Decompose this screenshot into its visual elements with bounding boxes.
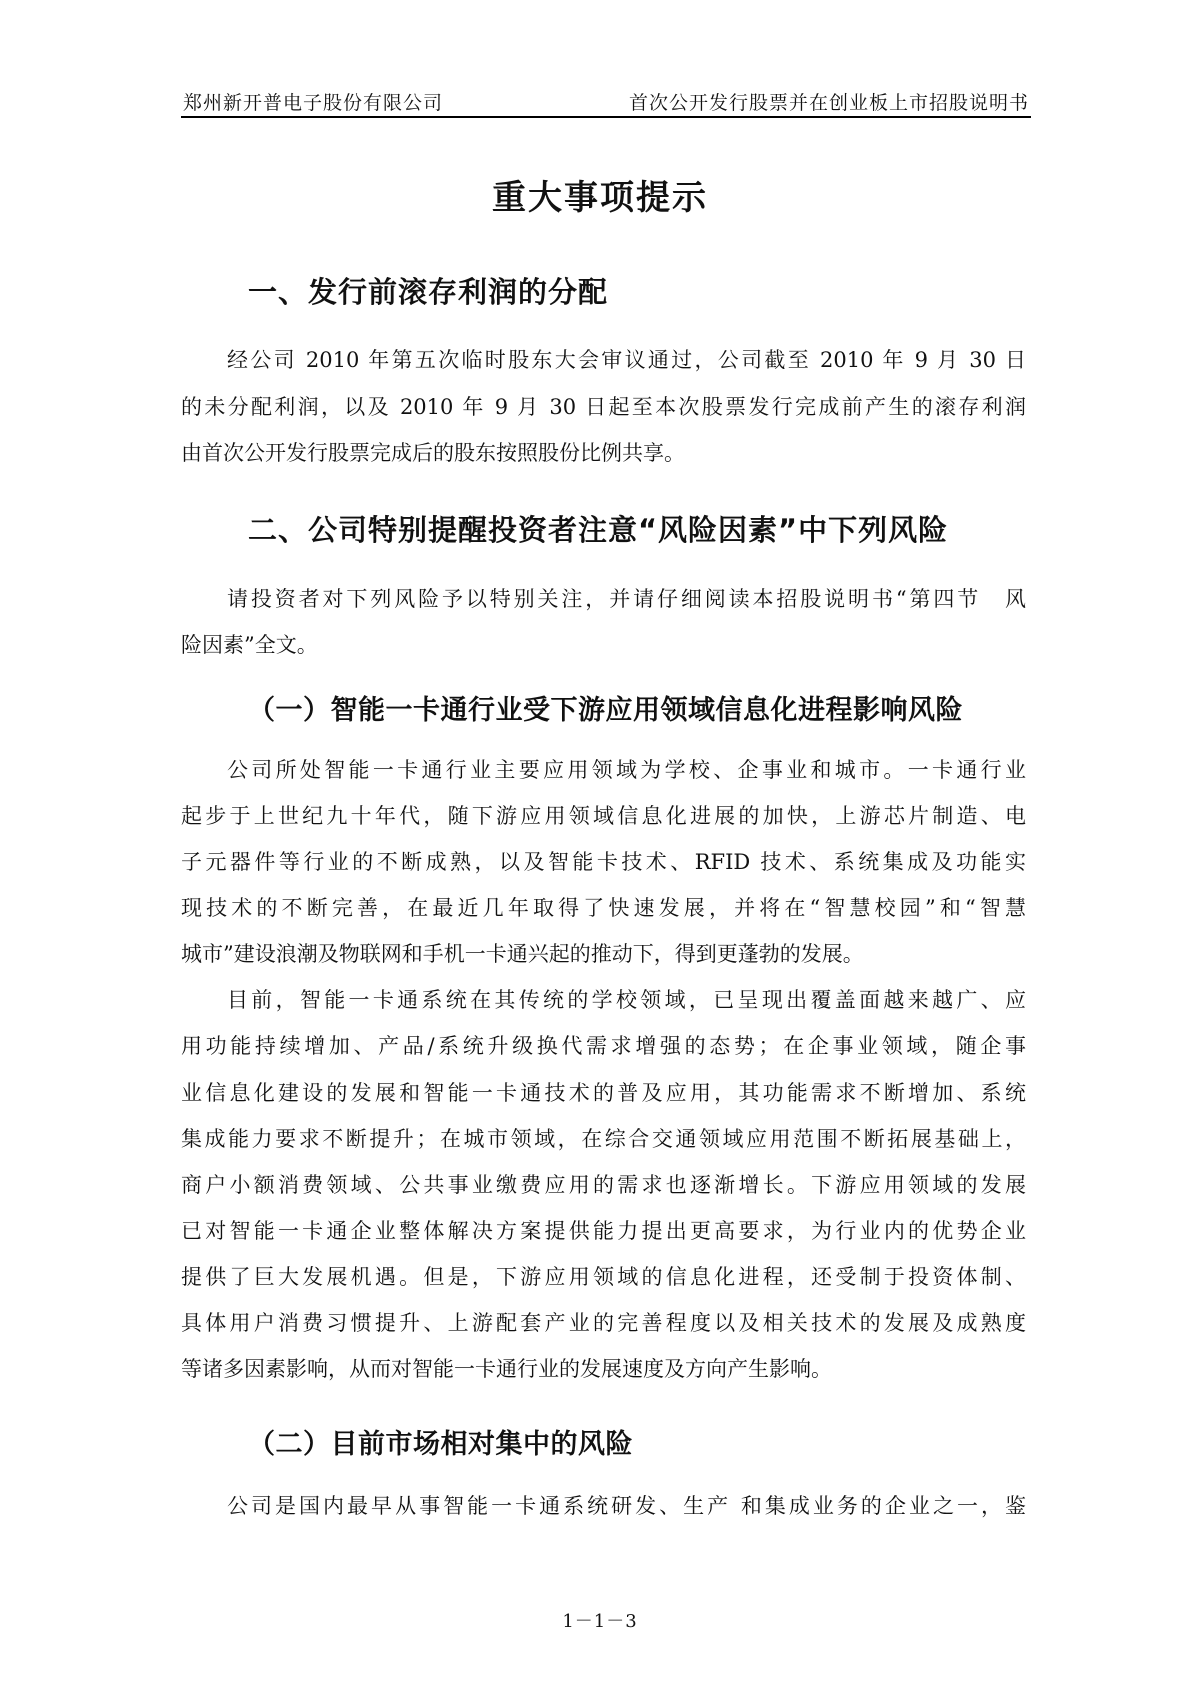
subsection-1-para-1-line-5: 城市”建设浪潮及物联网和手机一卡通兴起的推动下，得到更蓬勃的发展。	[181, 942, 864, 966]
page-number: 1－1－3	[562, 1611, 638, 1632]
subsection-1-para-2-line-4: 集成能力要求不断提升；在城市领域，在综合交通领域应用范围不断拓展基础上，	[181, 1127, 1026, 1151]
section-1-heading: 一、发行前滚存利润的分配	[248, 275, 609, 309]
subsection-2-line-1: 公司是国内最早从事智能一卡通系统研发、生产 和集成业务的企业之一，鉴	[227, 1494, 1026, 1518]
subsection-1-para-1-line-2: 起步于上世纪九十年代，随下游应用领域信息化进展的加快，上游芯片制造、电	[181, 804, 1026, 828]
subsection-1-para-2-line-3: 业信息化建设的发展和智能一卡通技术的普及应用，其功能需求不断增加、系统	[181, 1081, 1026, 1105]
subsection-1-para-2-line-2: 用功能持续增加、产品/系统升级换代需求增强的态势；在企事业领域，随企事	[181, 1034, 1026, 1058]
header-document-title: 首次公开发行股票并在创业板上市招股说明书	[628, 92, 1029, 114]
subsection-1-para-1-line-1: 公司所处智能一卡通行业主要应用领域为学校、企事业和城市。一卡通行业	[227, 758, 1026, 782]
page-title: 重大事项提示	[492, 178, 708, 218]
section-2-heading: 二、公司特别提醒投资者注意“风险因素”中下列风险	[248, 513, 949, 547]
subsection-1-para-2-line-6: 已对智能一卡通企业整体解决方案提供能力提出更高要求，为行业内的优势企业	[181, 1219, 1026, 1243]
section-2-intro-line-1: 请投资者对下列风险予以特别关注，并请仔细阅读本招股说明书“第四节 风	[227, 587, 1026, 611]
section-1-line-1: 经公司 2010 年第五次临时股东大会审议通过，公司截至 2010 年 9 月 30 日	[227, 348, 1026, 372]
subsection-1-heading: （一）智能一卡通行业受下游应用领域信息化进程影响风险	[248, 695, 963, 726]
section-1-line-2: 的未分配利润，以及 2010 年 9 月 30 日起至本次股票发行完成前产生的滚存利润	[181, 395, 1026, 419]
subsection-1-para-2-line-5: 商户小额消费领域、公共事业缴费应用的需求也逐渐增长。下游应用领域的发展	[181, 1173, 1026, 1197]
subsection-1-para-2-line-8: 具体用户消费习惯提升、上游配套产业的完善程度以及相关技术的发展及成熟度	[181, 1311, 1026, 1335]
running-header	[181, 84, 1031, 118]
subsection-1-para-1-line-3: 子元器件等行业的不断成熟，以及智能卡技术、RFID 技术、系统集成及功能实	[181, 850, 1026, 874]
subsection-2-heading: （二）目前市场相对集中的风险	[248, 1429, 633, 1460]
section-2-intro-line-2: 险因素”全文。	[181, 633, 318, 657]
section-1-line-3: 由首次公开发行股票完成后的股东按照股份比例共享。	[181, 441, 685, 465]
subsection-1-para-1-line-4: 现技术的不断完善，在最近几年取得了快速发展，并将在“智慧校园”和“智慧	[181, 896, 1026, 920]
subsection-1-para-2-line-9: 等诸多因素影响，从而对智能一卡通行业的发展速度及方向产生影响。	[181, 1357, 832, 1381]
subsection-1-para-2-line-7: 提供了巨大发展机遇。但是，下游应用领域的信息化进程，还受制于投资体制、	[181, 1265, 1026, 1289]
header-company-name: 郑州新开普电子股份有限公司	[183, 92, 444, 114]
subsection-1-para-2-line-1: 目前，智能一卡通系统在其传统的学校领域，已呈现出覆盖面越来越广、应	[227, 988, 1026, 1012]
